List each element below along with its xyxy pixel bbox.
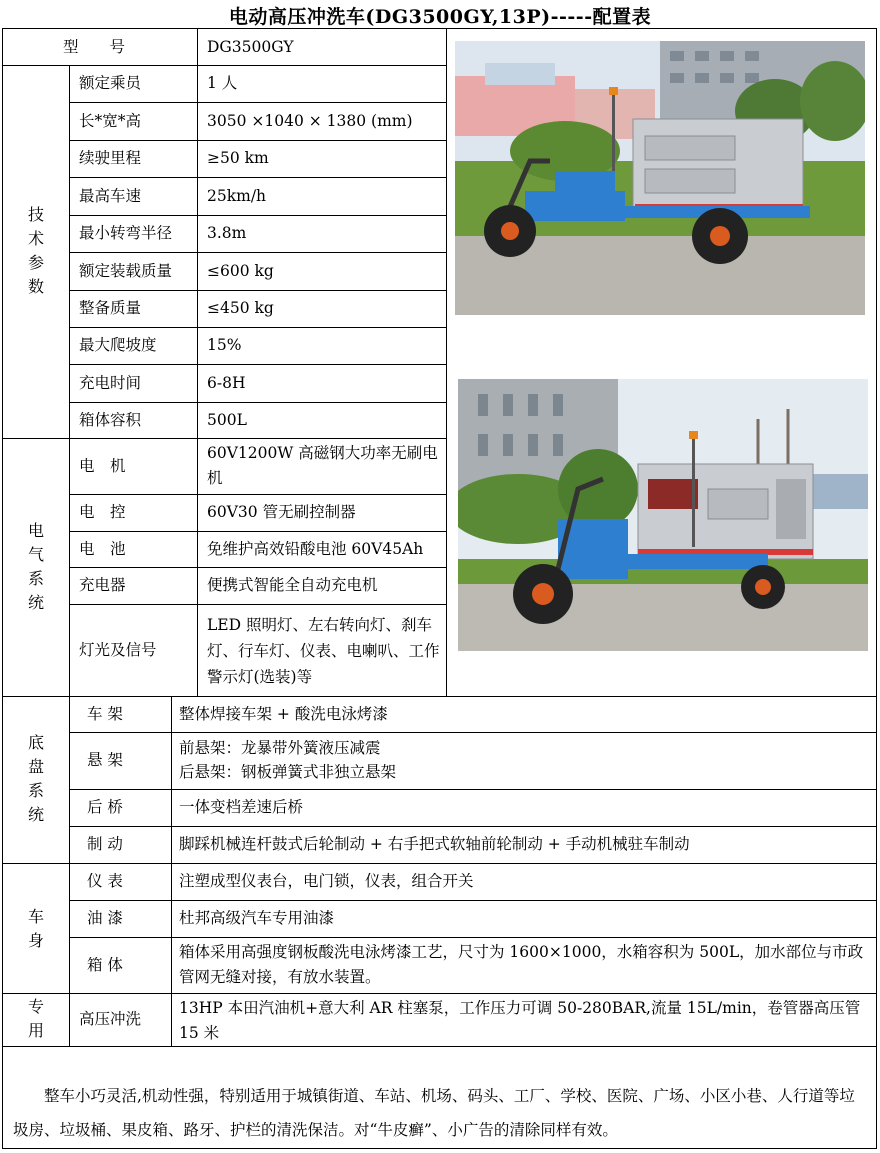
spec-label: 最大爬坡度: [79, 336, 157, 354]
spec-value: 杜邦高级汽车专用油漆: [179, 909, 335, 927]
spec-label: 充电时间: [79, 374, 142, 392]
spec-value: 3050 ×1040 × 1380 (mm): [207, 112, 413, 130]
spec-label: 车 架: [87, 705, 123, 723]
spec-label: 续驶里程: [79, 149, 142, 167]
model-value: DG3500GY: [207, 38, 294, 56]
spec-label: 油 漆: [87, 909, 123, 927]
spec-label: 额定乘员: [79, 74, 142, 92]
spec-value: ≤450 kg: [207, 299, 274, 317]
section-technical: 技 术 参 数: [27, 205, 44, 296]
spec-label: 后 桥: [87, 798, 123, 816]
spec-value: 箱体采用高强度钢板酸洗电泳烤漆工艺，尺寸为 1600×1000，水箱容积为 500L，加水部位与市政管网无缝对接，有放水装置。: [179, 943, 864, 986]
spec-value: 前悬架：龙暴带外簧液压减震 后悬架：钢板弹簧式非独立悬架: [179, 739, 397, 781]
section-body: 车 身: [27, 907, 44, 950]
spec-value: LED 照明灯、左右转向灯、刹车灯、行车灯、仪表、电喇叭、工作警示灯(选装)等: [207, 616, 440, 686]
vehicle-photo-side: [455, 41, 865, 315]
spec-value: ≤600 kg: [207, 262, 274, 280]
spec-label: 长*宽*高: [79, 112, 142, 130]
spec-label: 整备质量: [79, 299, 142, 317]
spec-value: 3.8m: [207, 224, 247, 242]
spec-label: 电 池: [79, 540, 126, 558]
section-electrical: 电 气 系 统: [27, 521, 44, 612]
spec-label: 悬 架: [87, 751, 123, 769]
vehicle-photo-angle: [458, 379, 868, 651]
spec-label: 电 控: [79, 503, 126, 521]
spec-value: 15%: [207, 336, 242, 354]
spec-value: 一体变档差速后桥: [179, 798, 304, 816]
model-label: 型 号: [63, 38, 126, 56]
spec-value: 整体焊接车架 + 酸洗电泳烤漆: [179, 705, 388, 723]
spec-value: 便携式智能全自动充电机: [207, 576, 378, 594]
summary-note: 整车小巧灵活,机动性强，特别适用于城镇街道、车站、机场、码头、工厂、学校、医院、广场、小区小巷、人行道等垃圾房、垃圾桶、果皮箱、路牙、护栏的清洗保洁。对“牛皮癣”、小广告的清除同样有效。: [13, 1087, 855, 1139]
spec-label: 最高车速: [79, 187, 142, 205]
spec-label: 高压冲洗: [79, 1010, 142, 1028]
spec-label: 制 动: [87, 835, 123, 853]
spec-label: 额定装载质量: [79, 262, 173, 280]
spec-value: 25km/h: [207, 187, 267, 205]
spec-value: 脚踩机械连杆鼓式后轮制动 + 右手把式软轴前轮制动 + 手动机械驻车制动: [179, 835, 690, 853]
section-chassis: 底 盘 系 统: [27, 733, 44, 824]
spec-value: 60V1200W 高磁钢大功率无刷电机: [207, 444, 438, 487]
spec-value: 13HP 本田汽油机+意大利 AR 柱塞泵，工作压力可调 50-280BAR,流量 15L/min，卷管器高压管 15 米: [179, 999, 861, 1042]
spec-value: 6-8H: [207, 374, 246, 392]
section-special: 专 用: [27, 997, 44, 1040]
spec-value: ≥50 km: [207, 149, 269, 167]
spec-value: 500L: [207, 411, 247, 429]
spec-label: 充电器: [79, 576, 126, 594]
spec-label: 仪 表: [87, 872, 123, 890]
spec-label: 箱 体: [87, 956, 123, 974]
page-title: 电动高压冲洗车(DG3500GY,13P)-----配置表: [228, 6, 652, 28]
spec-label: 最小转弯半径: [79, 224, 173, 242]
spec-value: 60V30 管无刷控制器: [207, 503, 356, 521]
spec-table: [2, 28, 877, 1149]
spec-label: 电 机: [79, 457, 126, 475]
spec-label: 灯光及信号: [79, 641, 157, 659]
spec-value: 免维护高效铅酸电池 60V45Ah: [207, 540, 424, 558]
spec-label: 箱体容积: [79, 411, 142, 429]
spec-value: 1 人: [207, 74, 238, 92]
spec-value: 注塑成型仪表台，电门锁，仪表，组合开关: [179, 872, 474, 890]
